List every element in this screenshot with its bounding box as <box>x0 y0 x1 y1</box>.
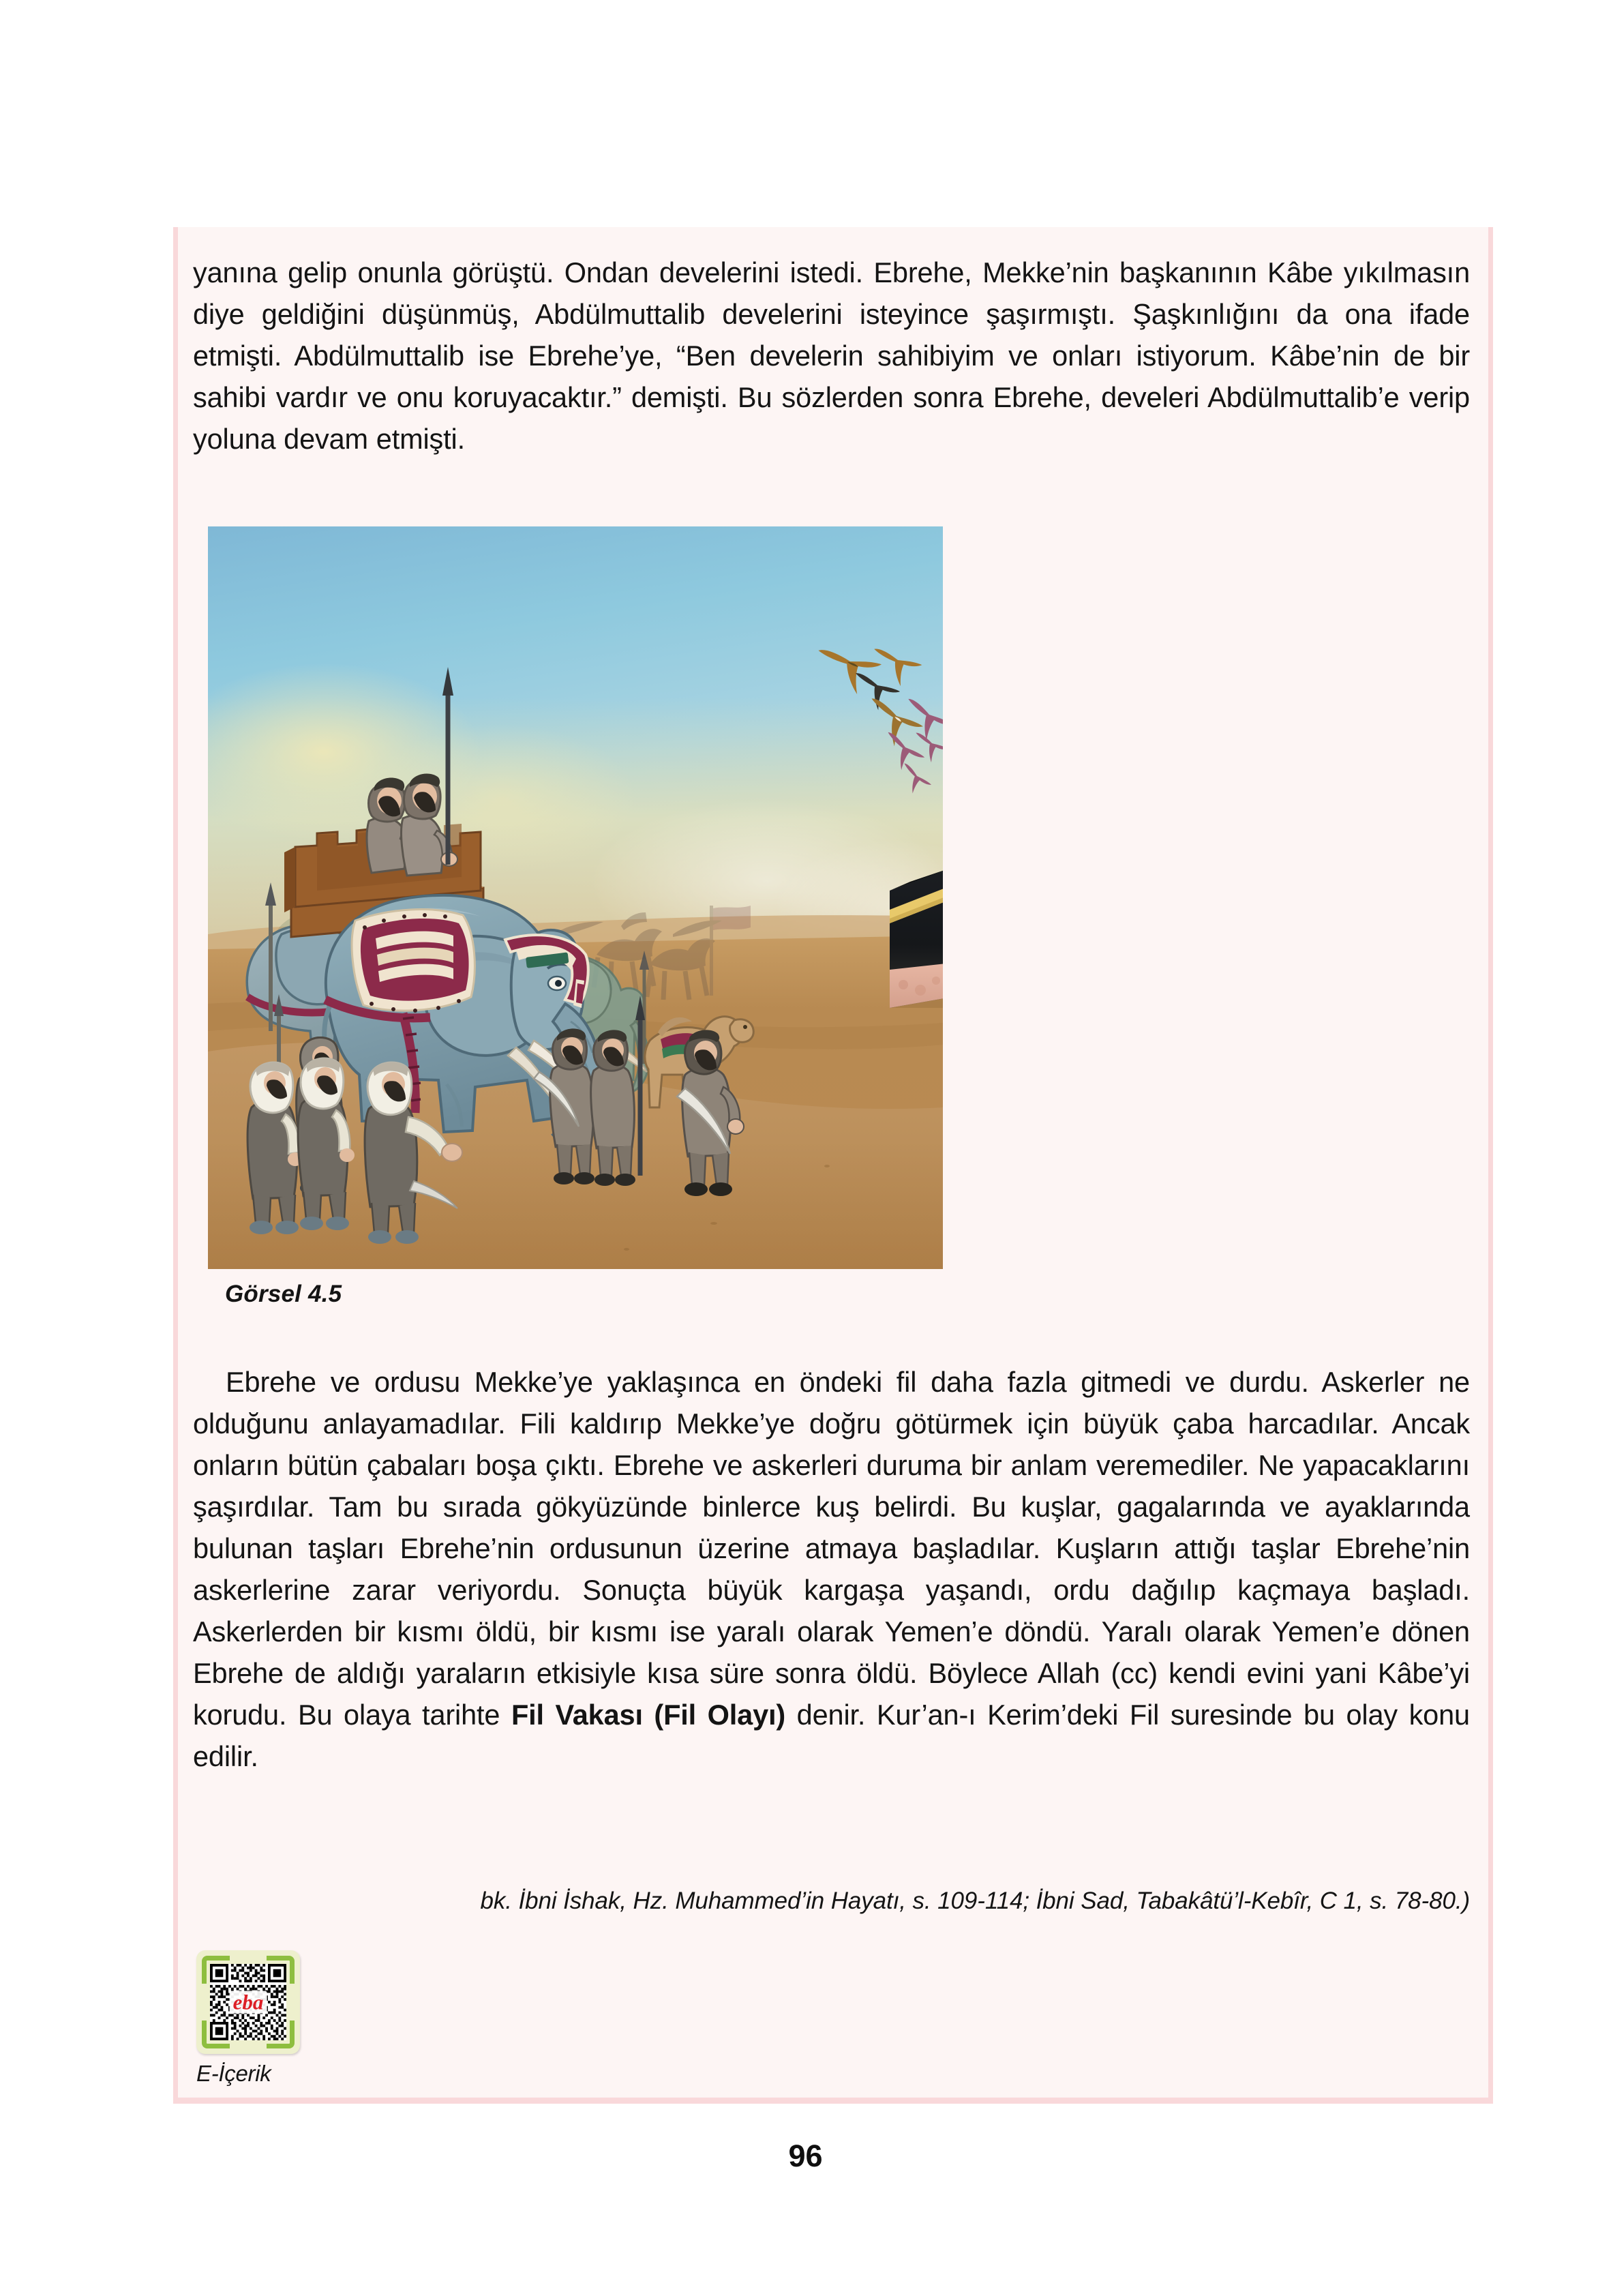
eba-logo: eba <box>230 1991 267 2014</box>
kaaba-base-stone <box>932 976 940 985</box>
qr-code-frame[interactable] <box>196 1950 300 2054</box>
meccan3-hand <box>442 1144 462 1161</box>
meccan3-shoe <box>395 1230 419 1244</box>
kaaba <box>890 867 943 1008</box>
howdah-side-left <box>284 847 295 912</box>
main-paragraph <box>193 1361 1470 1777</box>
soldier-c-boot <box>684 1182 708 1196</box>
rider2-robe <box>402 815 443 876</box>
fil-vakasi-term: Fil Vakası (Fil Olayı) <box>511 1699 786 1731</box>
meccan2-shoe <box>326 1217 349 1230</box>
source-citation: bk. İbni İshak, Hz. Muhammed’in Hayatı, s. 109-114; İbni Sad, Tabakâtü’l-Kebîr, C 1, s. 78-80.) <box>480 1888 1470 1914</box>
soldier-b-boot <box>594 1174 615 1186</box>
soldier-c-hand <box>727 1119 744 1134</box>
elephant-main-pupil <box>555 980 562 987</box>
main-paragraph-part2: denir. Kur’an-ı Kerim’deki Fil suresinde bu olay konu edilir. <box>193 1699 1470 1772</box>
soldier-a-robe <box>550 1063 594 1147</box>
illustration-scene <box>208 526 943 1269</box>
meccan3-shoe <box>368 1230 391 1244</box>
soldier-c-boot <box>709 1182 732 1196</box>
rider1-robe <box>367 818 406 873</box>
meccan1-shoe <box>275 1221 299 1234</box>
figure-caption: Görsel 4.5 <box>225 1281 342 1307</box>
main-paragraph-part1: Ebrehe ve ordusu Mekke’ye yaklaşınca en öndeki fil daha fazla gitmedi ve durdu. Askerler ne olduğunu anlayamadılar. Fili kaldırıp Mekke’ye doğru götürmek için büyük çaba harcadılar. Ancak onların bütün çabaları boşa çıktı. Ebrehe ve askerleri duruma bir anlam veremediler. Ne yapacaklarını şaşırdılar. Tam bu sırada gökyüzünde binlerce kuş belirdi. Bu kuşlar, gagalarında ve ayaklarında bulunan taşları Ebrehe’nin ordusunun üzerine atmaya başladılar. Kuşların attığı taşlar Ebrehe’nin askerlerine zarar veriyordu. Sonuçta büyük kargaşa yaşandı, ordu dağılıp kaçmaya başladı. Askerlerden bir kısmı öldü, bir kısmı ise yaralı olarak Yemen’e döndü. Yaralı olarak Yemen’e dönen Ebrehe de aldığı yaraların etkisiyle kısa süre sonra öldü. Böylece Allah (cc) kendi evini yani Kâbe’yi korudu. Bu olaya tarihte <box>193 1366 1470 1731</box>
soldier-b-robe <box>591 1064 635 1148</box>
qr-label: E-İçerik <box>196 2061 271 2086</box>
meccan2-hand <box>340 1148 355 1162</box>
camel-eye <box>743 1025 747 1029</box>
meccan1-shoe <box>250 1221 273 1234</box>
intro-paragraph: yanına gelip onunla görüştü. Ondan develerini istedi. Ebrehe, Mekke’nin başkanının Kâbe yıkılmasın diye geldiğini düşünmüş, Abdülmuttalib develerini isteyince şaşırmıştı. Şaşkınlığını da ona ifade etmişti. Abdülmuttalib ise Ebrehe’ye, “Ben develerin sahibiyim ve onları istiyorum. Kâbe’nin de bir sahibi vardır ve onu koruyacaktır.” demişti. Bu sözlerden sonra Ebrehe, develeri Abdülmuttalib’e verip yoluna devam etmişti. <box>193 256 1470 455</box>
kaaba-base-stone <box>899 980 908 989</box>
soldier-a-boot <box>574 1172 594 1184</box>
elephant-saddle-blanket <box>352 910 475 1013</box>
meccan2-shoe <box>300 1217 323 1230</box>
figure-illustration <box>208 526 943 1269</box>
soldier-a-boot <box>554 1172 574 1184</box>
page-number: 96 <box>788 2138 823 2173</box>
kaaba-base-stone <box>915 985 926 996</box>
soldier-b-boot <box>615 1174 635 1186</box>
e-content-qr-block[interactable] <box>196 1950 326 2087</box>
camel-head <box>730 1019 754 1043</box>
